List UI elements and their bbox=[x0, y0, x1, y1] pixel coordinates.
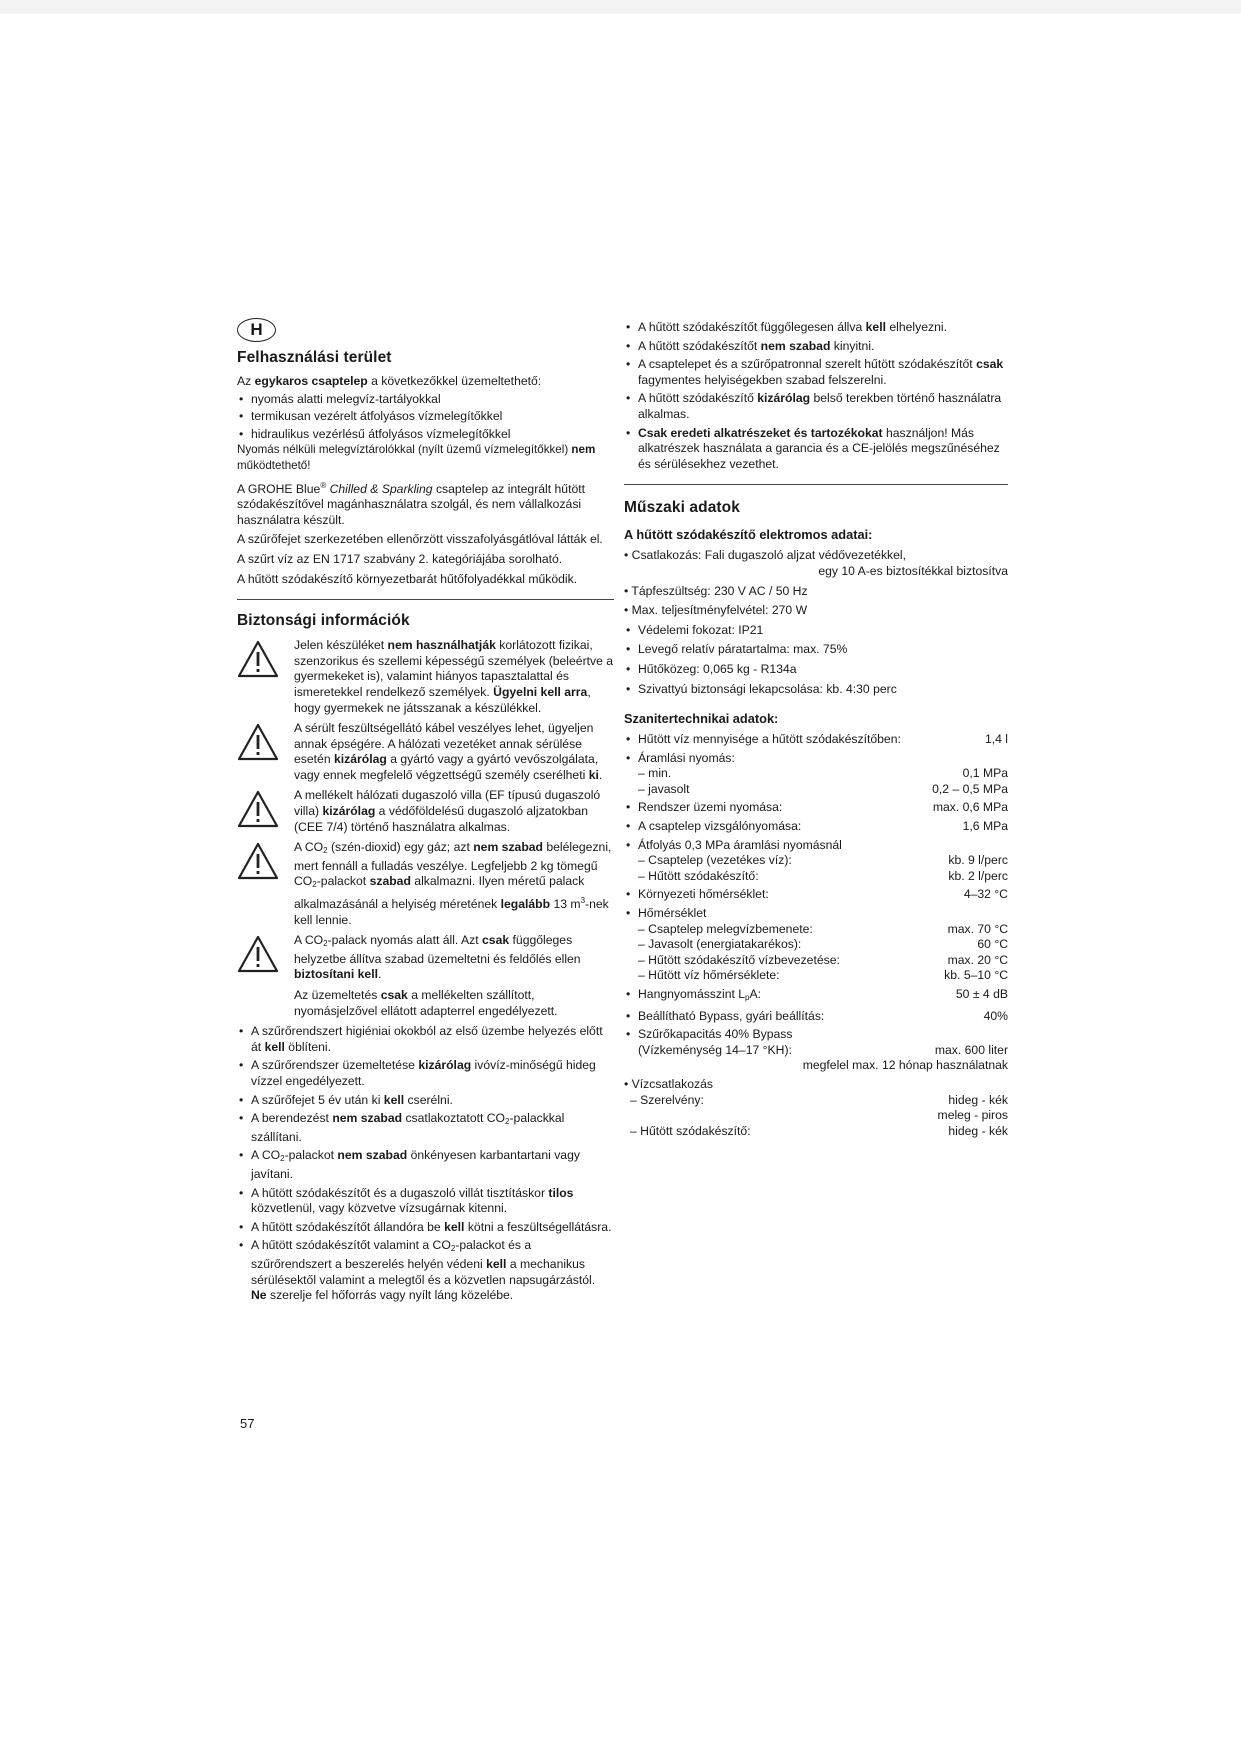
no-pressure-text: Nyomás nélküli melegvíztárolókkal (nyílt üzemű vízmelegítőkkel) nem működtethető! bbox=[237, 443, 596, 472]
spec-row: • Hangnyomásszint $L_pA$: 50 ± 4 dB bbox=[624, 987, 1008, 1006]
list-item: • A hűtött szódakészítőt állandóra be kell kötni a feszültségellátásra. bbox=[237, 1220, 614, 1236]
grohe-text: A GROHE Blue® Chilled & Sparkling csaptelep az integrált hűtött szódakészítővel magánhasználatra szolgál, és nem vállalkozási használatra készült. bbox=[237, 480, 586, 527]
spec-row: • Beállítható Bypass, gyári beállítás: 40% bbox=[624, 1009, 1008, 1025]
list-item: • A csaptelepet és a szűrőpatronnal szerelt hűtött szódakészítőt csak fagymentes helyiségekben szabad felszerelni. bbox=[624, 357, 1008, 388]
elec-connection: • Csatlakozás: Fali dugaszoló aljzat védővezetékkel, bbox=[624, 548, 907, 563]
list-item: • A $CO_2$-palackot nem szabad önkényesen karbantartani vagy javítani. bbox=[237, 1148, 614, 1182]
spec-row: • Hűtött víz mennyisége a hűtött szódakészítőben: 1,4 l bbox=[624, 732, 1008, 748]
spec-row: • Átfolyás 0,3 MPa áramlási nyomásnál – Csaptelep (vezetékes víz): kb. 9 l/perc – Hűtött szódakészítő: kb. 2 l/perc bbox=[624, 838, 1008, 885]
list-item: • A hűtött szódakészítőt függőlegesen állva kell elhelyezni. bbox=[624, 320, 1008, 336]
elec-connection-cont: egy 10 A-es biztosítékkal biztosítva bbox=[818, 563, 1008, 578]
left-column bbox=[237, 318, 614, 1307]
list-item: • Csak eredeti alkatrészeket és tartozékokat használjon! Más alkatrészek használata a garancia és a CE-jelölés megszűnéséhez és sérülésekhez vezethet. bbox=[624, 426, 1008, 473]
warning-text: Jelen készüléket nem használhatják korlátozott fizikai, szenzorikus és szellemi képességű személyek (beleértve a gyermekeket is), valamint hiányos tapasztalattal és ismeretekkel rendelkező személyek. Ügyelni kell arra, hogy gyermekek ne játsszanak a készülékkel. bbox=[294, 638, 614, 715]
en1717-text: A szűrt víz az EN 1717 szabvány 2. kategóriájába sorolható. bbox=[237, 551, 563, 566]
list-item: • Levegő relatív páratartalma: max. 75% bbox=[624, 642, 1008, 658]
warning-block bbox=[237, 840, 614, 928]
list-item: • A szűrőrendszer üzemeltetése kizárólag ivóvíz-minőségű hideg vízzel engedélyezett. bbox=[237, 1058, 614, 1089]
usage-list bbox=[237, 392, 614, 443]
list-item: • termikusan vezérelt átfolyásos vízmelegítőkkel bbox=[237, 409, 614, 425]
page-number: 57 bbox=[240, 1416, 255, 1431]
warning-text: A $CO_2$ (szén-dioxid) egy gáz; azt nem szabad belélegezni, mert fennáll a fulladás veszélye. Legfeljebb 2 kg tömegű $CO_2$-palackot szabad alkalmazni. Ilyen méretű palack alkalmazásánál a helyiség méretének legalább 13 $m^3$-nek kell lennie. bbox=[294, 840, 612, 927]
list-item: • A berendezést nem szabad csatlakoztatott $CO_2$-palackkal szállítani. bbox=[237, 1111, 614, 1145]
spec-row: • Szűrőkapacitás 40% Bypass (Vízkeménység 14–17 °KH): max. 600 liter megfelel max. 12 hónap használatnak bbox=[624, 1027, 1008, 1074]
install-list bbox=[624, 320, 1008, 472]
list-item: • hidraulikus vezérlésű átfolyásos vízmelegítőkkel bbox=[237, 427, 614, 443]
safety-heading: Biztonsági információk bbox=[237, 612, 410, 630]
san-list bbox=[624, 732, 1008, 1074]
right-column bbox=[624, 320, 1008, 1139]
warning-triangle-icon bbox=[237, 788, 281, 835]
warning-text: A mellékelt hálózati dugaszoló villa (EF típusú dugaszoló villa) kizárólag a védőföldelésű dugaszoló aljzatokban (CEE 7/4) történő használatra alkalmas. bbox=[294, 788, 601, 834]
list-item: • Szivattyú biztonsági lekapcsolása: kb. 4:30 perc bbox=[624, 682, 1008, 698]
warning-text: A $CO_2$-palack nyomás alatt áll. Azt csak függőleges helyzetbe állítva szabad üzemeltetni és feldőlés ellen biztosítani kell. Az üzemeltetés csak a mellékelten szállított, nyomásjelzővel ellátott adapterrel engedélyezett. bbox=[294, 933, 581, 1018]
country-badge: H bbox=[237, 318, 276, 342]
elec-voltage: • Tápfeszültség: 230 V AC / 50 Hz bbox=[624, 583, 808, 598]
list-item: • A hűtött szódakészítőt valamint a $CO_2$-palackot és a szűrőrendszert a beszerelés helyén védeni kell a mechanikus sérülésektől valamint a melegtől és a közvetlen napsugárzástól. Ne szerelje fel hőforrás vagy nyílt láng közelébe. bbox=[237, 1238, 614, 1303]
spec-row: • Rendszer üzemi nyomása: max. 0,6 MPa bbox=[624, 800, 1008, 816]
spec-row: • Áramlási nyomás: – min. 0,1 MPa – javasolt 0,2 – 0,5 MPa bbox=[624, 751, 1008, 798]
elec-heading: A hűtött szódakészítő elektromos adatai: bbox=[624, 527, 873, 543]
warning-block bbox=[237, 788, 614, 835]
spec-row: • Környezeti hőmérséklet: 4–32 °C bbox=[624, 887, 1008, 903]
elec-power: • Max. teljesítményfelvétel: 270 W bbox=[624, 603, 808, 618]
list-item: • A hűtött szódakészítőt és a dugaszoló villát tisztításkor tilos közvetlenül, vagy közvetve vízsugárnak kitenni. bbox=[237, 1186, 614, 1217]
spec-row: • Hőmérséklet – Csaptelep melegvízbemenete: max. 70 °C – Javasolt (energiatakarékos): 60 °C – Hűtött szódakészítő vízbevezetése: max. 20 °C – Hűtött víz hőmérséklete: kb. 5–10 °C bbox=[624, 906, 1008, 984]
list-item: • Hűtőközeg: 0,065 kg - R134a bbox=[624, 662, 1008, 678]
water-connection: • Vízcsatlakozás – Szerelvény: hideg - kék meleg - piros – Hűtött szódakészítő: hideg - kék bbox=[624, 1076, 1008, 1138]
list-item: • A hűtött szódakészítő kizárólag belső terekben történő használatra alkalmas. bbox=[624, 391, 1008, 422]
usage-intro: Az egykaros csaptelep a következőkkel üzemeltethető: bbox=[237, 374, 542, 388]
warning-block bbox=[237, 933, 614, 1019]
list-item: • Védelemi fokozat: IP21 bbox=[624, 623, 1008, 639]
list-item: • A hűtött szódakészítőt nem szabad kinyitni. bbox=[624, 339, 1008, 355]
warning-text: A sérült feszültségellátó kábel veszélyes lehet, ügyeljen annak épségére. A hálózati vezetéket annak sérülése esetén kizárólag a gyártó vagy a gyártó vevőszolgálata, vagy ennek megfelelő végzettségű személy cserélheti ki. bbox=[294, 721, 603, 782]
spec-row: • A csaptelep vizsgálónyomása: 1,6 MPa bbox=[624, 819, 1008, 835]
tech-heading: Műszaki adatok bbox=[624, 499, 740, 517]
divider bbox=[624, 484, 1008, 485]
scan-shading-top bbox=[0, 0, 1241, 14]
san-heading: Szanitertechnikai adatok: bbox=[624, 711, 779, 727]
divider bbox=[237, 599, 614, 600]
safety-list bbox=[237, 1024, 614, 1304]
list-item: • nyomás alatti melegvíz-tartályokkal bbox=[237, 392, 614, 408]
refrigerant-text: A hűtött szódakészítő környezetbarát hűtőfolyadékkal működik. bbox=[237, 571, 578, 586]
filter-head-text: A szűrőfejet szerkezetében ellenőrzött visszafolyásgátlóval látták el. bbox=[237, 532, 603, 547]
usage-heading: Felhasználási terület bbox=[237, 349, 392, 366]
warning-block bbox=[237, 638, 614, 716]
warning-triangle-icon bbox=[237, 638, 281, 716]
warning-triangle-icon bbox=[237, 721, 281, 783]
elec-list bbox=[624, 623, 1008, 697]
warning-block bbox=[237, 721, 614, 783]
list-item: • A szűrőrendszert higiéniai okokból az első üzembe helyezés előtt át kell öblíteni. bbox=[237, 1024, 614, 1055]
list-item: • A szűrőfejet 5 év után ki kell cserélni. bbox=[237, 1093, 614, 1109]
warning-triangle-icon bbox=[237, 933, 281, 1019]
warning-triangle-icon bbox=[237, 840, 281, 928]
